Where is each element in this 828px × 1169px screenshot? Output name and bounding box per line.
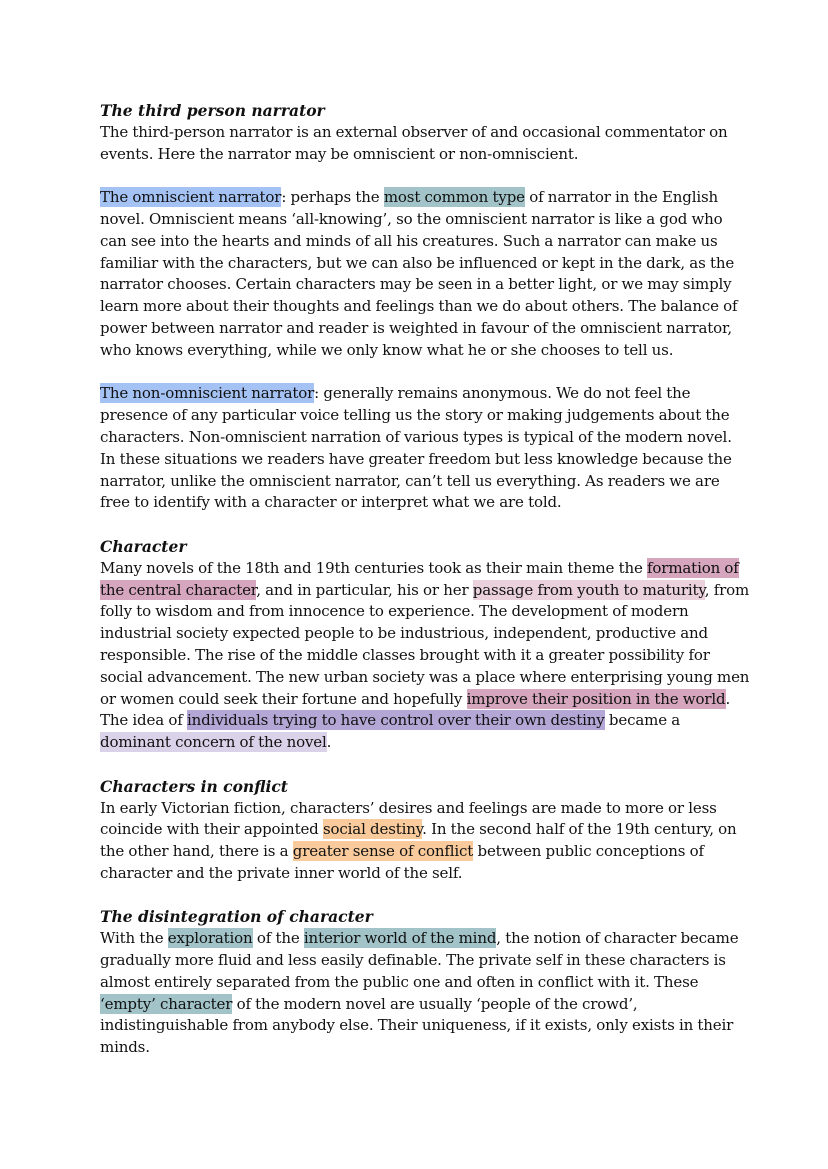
heading-characters-in-conflict: Characters in conflict: [100, 776, 288, 796]
highlight-non-omniscient-narrator: The non-omniscient narrator: [100, 384, 315, 403]
text-run: of the: [252, 929, 304, 948]
paragraph-third-person-intro: The third-person narrator is an external observer of and occasional commentator on events. Here the narrator may be omniscient or non-omniscient.: [100, 122, 728, 163]
section-gap: [100, 885, 750, 907]
text-run: With the: [100, 929, 168, 948]
heading-third-person-narrator: The third person narrator: [100, 101, 325, 120]
text-run: Many novels of the 18th and 19th centuries took as their main theme the: [100, 558, 648, 577]
text-run: , from folly to wisdom and from innocence to experience. The development of modern industrial society expected people to be industrious, independent, productive and responsible. The rise of the middle classes brought with it a greater possibility for social advancement. The new urban society was a place where enterprising young men or women could seek their fortune and hopefully: [100, 580, 750, 708]
paragraph-non-omniscient-narrator: [100, 383, 750, 514]
highlight-individuals-control-destiny: individuals trying to have control over their own destiny: [186, 711, 605, 730]
highlight-formation-of-central-character: formation of the central character: [100, 558, 739, 599]
paragraph-character: [100, 558, 750, 754]
highlight-interior-world-of-mind: interior world of the mind: [303, 929, 497, 948]
text-run: , the notion of character became gradually more fluid and less easily definable. The private self in these characters is almost entirely separated from the public one and often in conflict with it. These: [100, 929, 739, 991]
highlight-improve-position: improve their position in the world: [466, 689, 726, 708]
text-run: of the modern novel are usually ‘people of the crowd’, indistinguishable from anybody else. Their uniqueness, if it exists, only exists in their minds.: [100, 994, 734, 1057]
text-run: between public conceptions of character and the private inner world of the self.: [100, 842, 704, 882]
highlight-dominant-concern: dominant concern of the novel: [100, 733, 327, 752]
highlight-most-common-type: most common type: [383, 188, 525, 207]
heading-character: Character: [100, 536, 187, 556]
paragraph-characters-in-conflict: [100, 798, 750, 885]
text-run: In early Victorian fiction, characters’ desires and feelings are made to more or less coincide with their appointed: [100, 798, 717, 839]
text-run: of narrator in the English novel. Omniscient means ‘all-knowing’, so the omniscient narrator is like a god who can see into the hearts and minds of all his creatures. Such a narrator can make us familiar with the characters, but we can also be influenced or kept in the dark, as the narrator chooses. Certain characters may be seen in a better light, or we may simply learn more about their thoughts and feelings than we do about others. The balance of power between narrator and reader is weighted in favour of the omniscient narrator, who knows everything, while we only know what he or she chooses to tell us.: [100, 188, 738, 359]
paragraph-disintegration-of-character: [100, 928, 750, 1059]
highlight-exploration: exploration: [167, 929, 253, 948]
paragraph-omniscient-narrator: [100, 187, 750, 361]
text-run: : perhaps the: [281, 188, 384, 207]
paragraph-gap: [100, 165, 750, 187]
text-run: . In the second half of the 19th century, on the other hand, there is a: [100, 820, 737, 861]
highlight-empty-character: ‘empty’ character: [100, 994, 233, 1013]
text-run: : generally remains anonymous. We do not feel the presence of any particular voice telling us the story or making judgements about the characters. Non-omniscient narration of various types is typical of the modern novel. In these situations we readers have greater freedom but less knowledge because the narrator, unlike the omniscient narrator, can’t tell us everything. As readers we are free to identify with a character or interpret what we are told.: [100, 384, 732, 512]
highlight-social-destiny: social destiny: [322, 820, 423, 839]
text-run: , and in particular, his or her: [256, 580, 473, 599]
highlight-omniscient-narrator: The omniscient narrator: [100, 188, 282, 207]
section-gap: [100, 514, 750, 536]
highlight-passage-youth-to-maturity: passage from youth to maturity: [472, 580, 705, 599]
heading-disintegration-of-character: The disintegration of character: [100, 907, 373, 927]
paragraph-gap: [100, 362, 750, 384]
section-third-person-narrator: [100, 100, 750, 514]
section-characters-in-conflict: [100, 776, 750, 885]
section-disintegration-of-character: [100, 906, 750, 1059]
text-run: .: [326, 733, 332, 752]
text-run: . The idea of: [100, 689, 731, 730]
section-character: [100, 536, 750, 754]
highlight-greater-sense-of-conflict: greater sense of conflict: [292, 842, 474, 861]
text-run: became a: [604, 711, 681, 730]
section-gap: [100, 754, 750, 776]
